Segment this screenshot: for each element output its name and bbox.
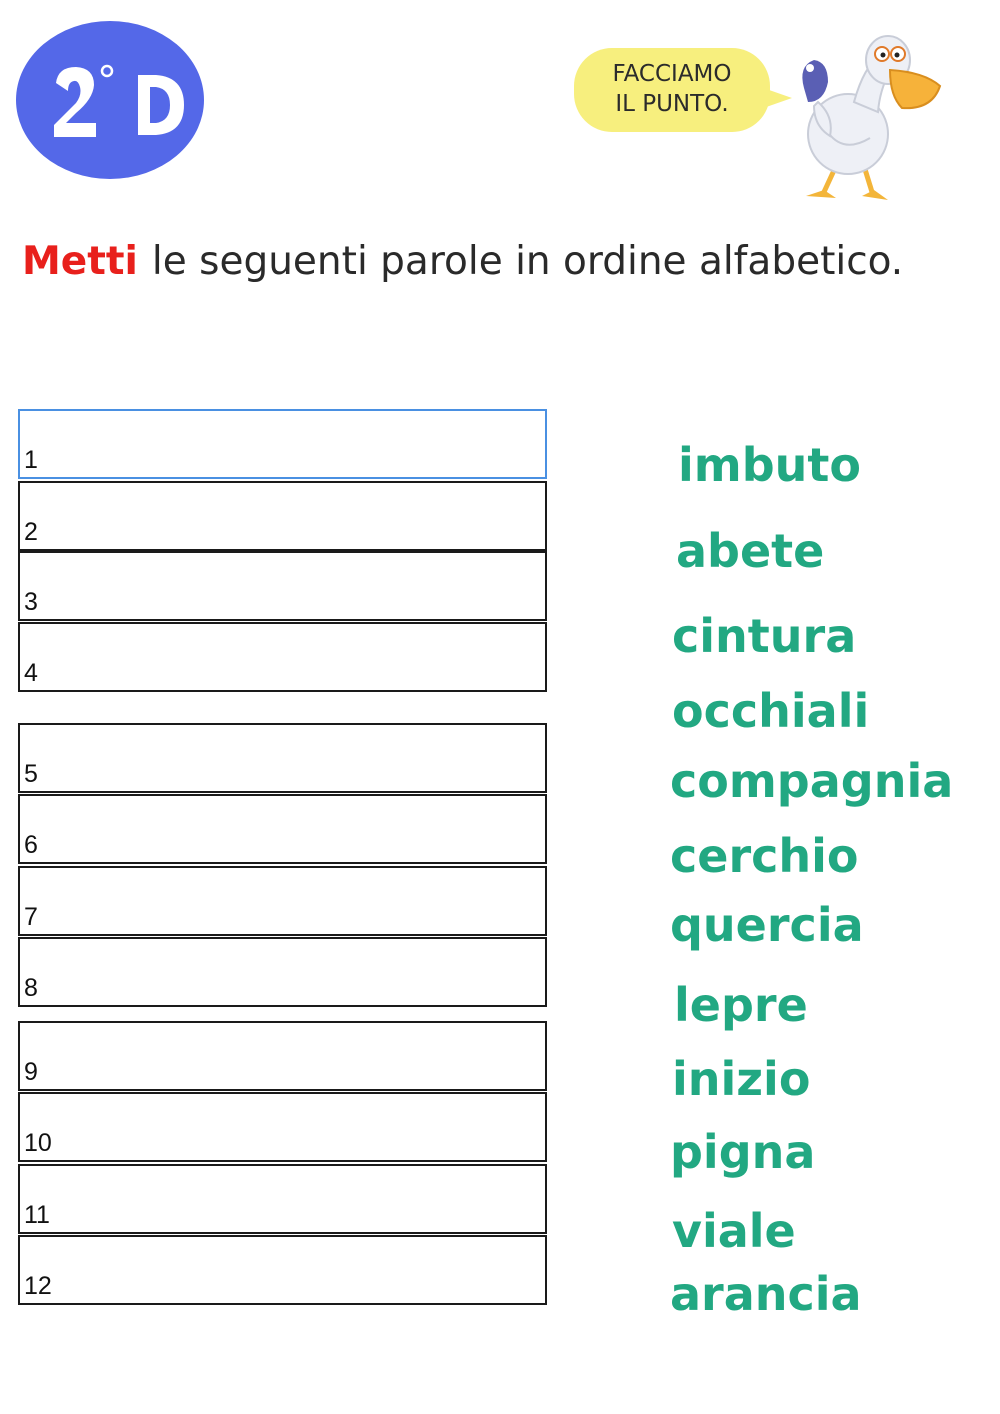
class-badge-art [16, 21, 204, 179]
word-tile[interactable]: cerchio [670, 829, 859, 883]
answer-number: 9 [24, 1058, 38, 1086]
word-tile[interactable]: abete [676, 524, 825, 578]
answer-box-1[interactable] [18, 409, 547, 479]
answer-box-2[interactable] [18, 481, 547, 551]
answer-box-8[interactable] [18, 937, 547, 1007]
answer-number: 11 [24, 1201, 50, 1229]
word-tile[interactable]: inizio [672, 1052, 811, 1106]
answer-box-11[interactable] [18, 1164, 547, 1234]
speech-bubble [574, 48, 770, 132]
word-tile[interactable]: pigna [670, 1125, 816, 1179]
answer-number: 7 [24, 903, 38, 931]
instruction-verb: Metti [22, 239, 138, 284]
word-tile[interactable]: arancia [670, 1267, 862, 1321]
answer-box-4[interactable] [18, 622, 547, 692]
word-tile[interactable]: imbuto [678, 438, 861, 492]
word-tile[interactable]: cintura [672, 609, 857, 663]
speech-line-1: FACCIAMO [612, 61, 732, 87]
speech-line-2: IL PUNTO. [615, 91, 729, 117]
word-tile[interactable]: quercia [670, 898, 864, 952]
answer-number: 1 [24, 446, 38, 474]
instruction-text [22, 236, 903, 288]
answer-number: 8 [24, 974, 38, 1002]
class-badge [16, 21, 204, 179]
answer-number: 5 [24, 760, 38, 788]
word-tile[interactable]: lepre [674, 978, 808, 1032]
answer-box-10[interactable] [18, 1092, 547, 1162]
answer-box-6[interactable] [18, 794, 547, 864]
answer-number: 6 [24, 831, 38, 859]
answer-box-9[interactable] [18, 1021, 547, 1091]
pelican-icon [784, 26, 954, 220]
word-tile[interactable]: compagnia [670, 754, 954, 808]
answer-number: 4 [24, 659, 38, 687]
answer-box-12[interactable] [18, 1235, 547, 1305]
answer-box-3[interactable] [18, 551, 547, 621]
answer-number: 12 [24, 1272, 52, 1300]
answer-number: 2 [24, 518, 38, 546]
answer-number: 3 [24, 588, 38, 616]
instruction-rest: le seguenti parole in ordine alfabetico. [151, 239, 904, 284]
word-tile[interactable]: viale [672, 1204, 796, 1258]
word-tile[interactable]: occhiali [672, 684, 870, 738]
answer-box-7[interactable] [18, 866, 547, 936]
answer-number: 10 [24, 1129, 52, 1157]
answer-box-5[interactable] [18, 723, 547, 793]
